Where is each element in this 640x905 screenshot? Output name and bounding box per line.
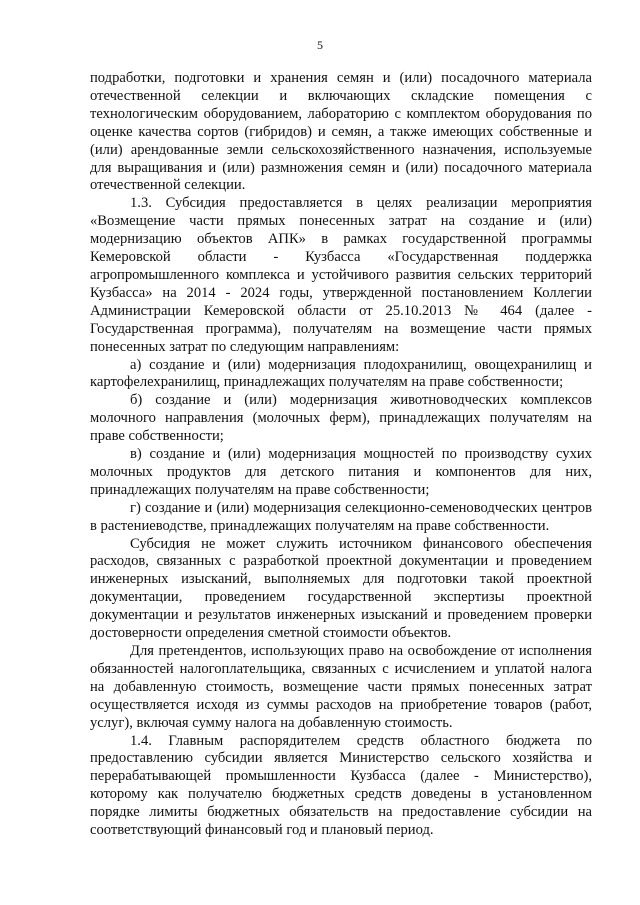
- paragraph-1-3-subsidy-purpose: 1.3. Субсидия предоставляется в целях реализации мероприятия «Возмещение части прямых понесенных затрат на создание и (или) модернизацию объектов АПК» в рамках государственной программы Кемеровской области - Кузбасса «Государственная поддержка агропромышленного комплекса и устойчивого развития сельских территорий Кузбасса» на 2014 - 2024 годы, утвержденной постановлением Коллегии Администрации Кемеровской области от 25.10.2013 № 464 (далее - Государственная программа), получателям на возмещение части прямых понесенных затрат по следующим направлениям:: [90, 195, 592, 355]
- document-body: [90, 70, 592, 840]
- list-item-b-dairy-farms: б) создание и (или) модернизация животноводческих комплексов молочного направления (молочных ферм), принадлежащих получателям на праве собственности;: [90, 392, 592, 445]
- list-item-d-breeding-centers: г) создание и (или) модернизация селекционно-семеноводческих центров в растениеводстве, принадлежащих получателям на праве собственности.: [90, 499, 592, 534]
- paragraph-seed-facilities: подработки, подготовки и хранения семян и (или) посадочного материала отечественной селекции и включающих складские помещения с технологическим оборудованием, лабораторию с комплектом оборудования по оценке качества сортов (гибридов) и семян, а также имеющих собственные и (или) арендованные земли сельскохозяйственного назначения, используемые для выращивания и (или) размножения семян и (или) посадочного материала отечественной селекции.: [90, 70, 592, 194]
- list-item-a-storage: а) создание и (или) модернизация плодохранилищ, овощехранилищ и картофелехранилищ, принадлежащих получателям на праве собственности;: [90, 356, 592, 391]
- page-number: 5: [317, 38, 323, 52]
- paragraph-subsidy-exclusions: Субсидия не может служить источником финансового обеспечения расходов, связанных с разработкой проектной документации и проведением инженерных изысканий, выполняемых для подготовки такой проектной документации, проведением государственной экспертизы проектной документации и результатов инженерных изысканий и проведением проверки достоверности определения сметной стоимости объектов.: [90, 535, 592, 642]
- list-item-c-dry-dairy: в) создание и (или) модернизация мощностей по производству сухих молочных продуктов для детского питания и компонентов для них, принадлежащих получателям на праве собственности;: [90, 446, 592, 498]
- paragraph-1-4-main-administrator: 1.4. Главным распорядителем средств областного бюджета по предоставлению субсидии является Министерство сельского хозяйства и перерабатывающей промышленности Кузбасса (далее - Министерство), которому как получателю бюджетных средств доведены в установленном порядке лимиты бюджетных обязательств на предоставление субсидии на соответствующий финансовый год и плановый период.: [90, 732, 592, 839]
- paragraph-vat-exemption: Для претендентов, использующих право на освобождение от исполнения обязанностей налогоплательщика, связанных с исчислением и уплатой налога на добавленную стоимость, возмещение части прямых понесенных затрат осуществляется исходя из суммы расходов на приобретение товаров (работ, услуг), включая сумму налога на добавленную стоимость.: [90, 643, 592, 731]
